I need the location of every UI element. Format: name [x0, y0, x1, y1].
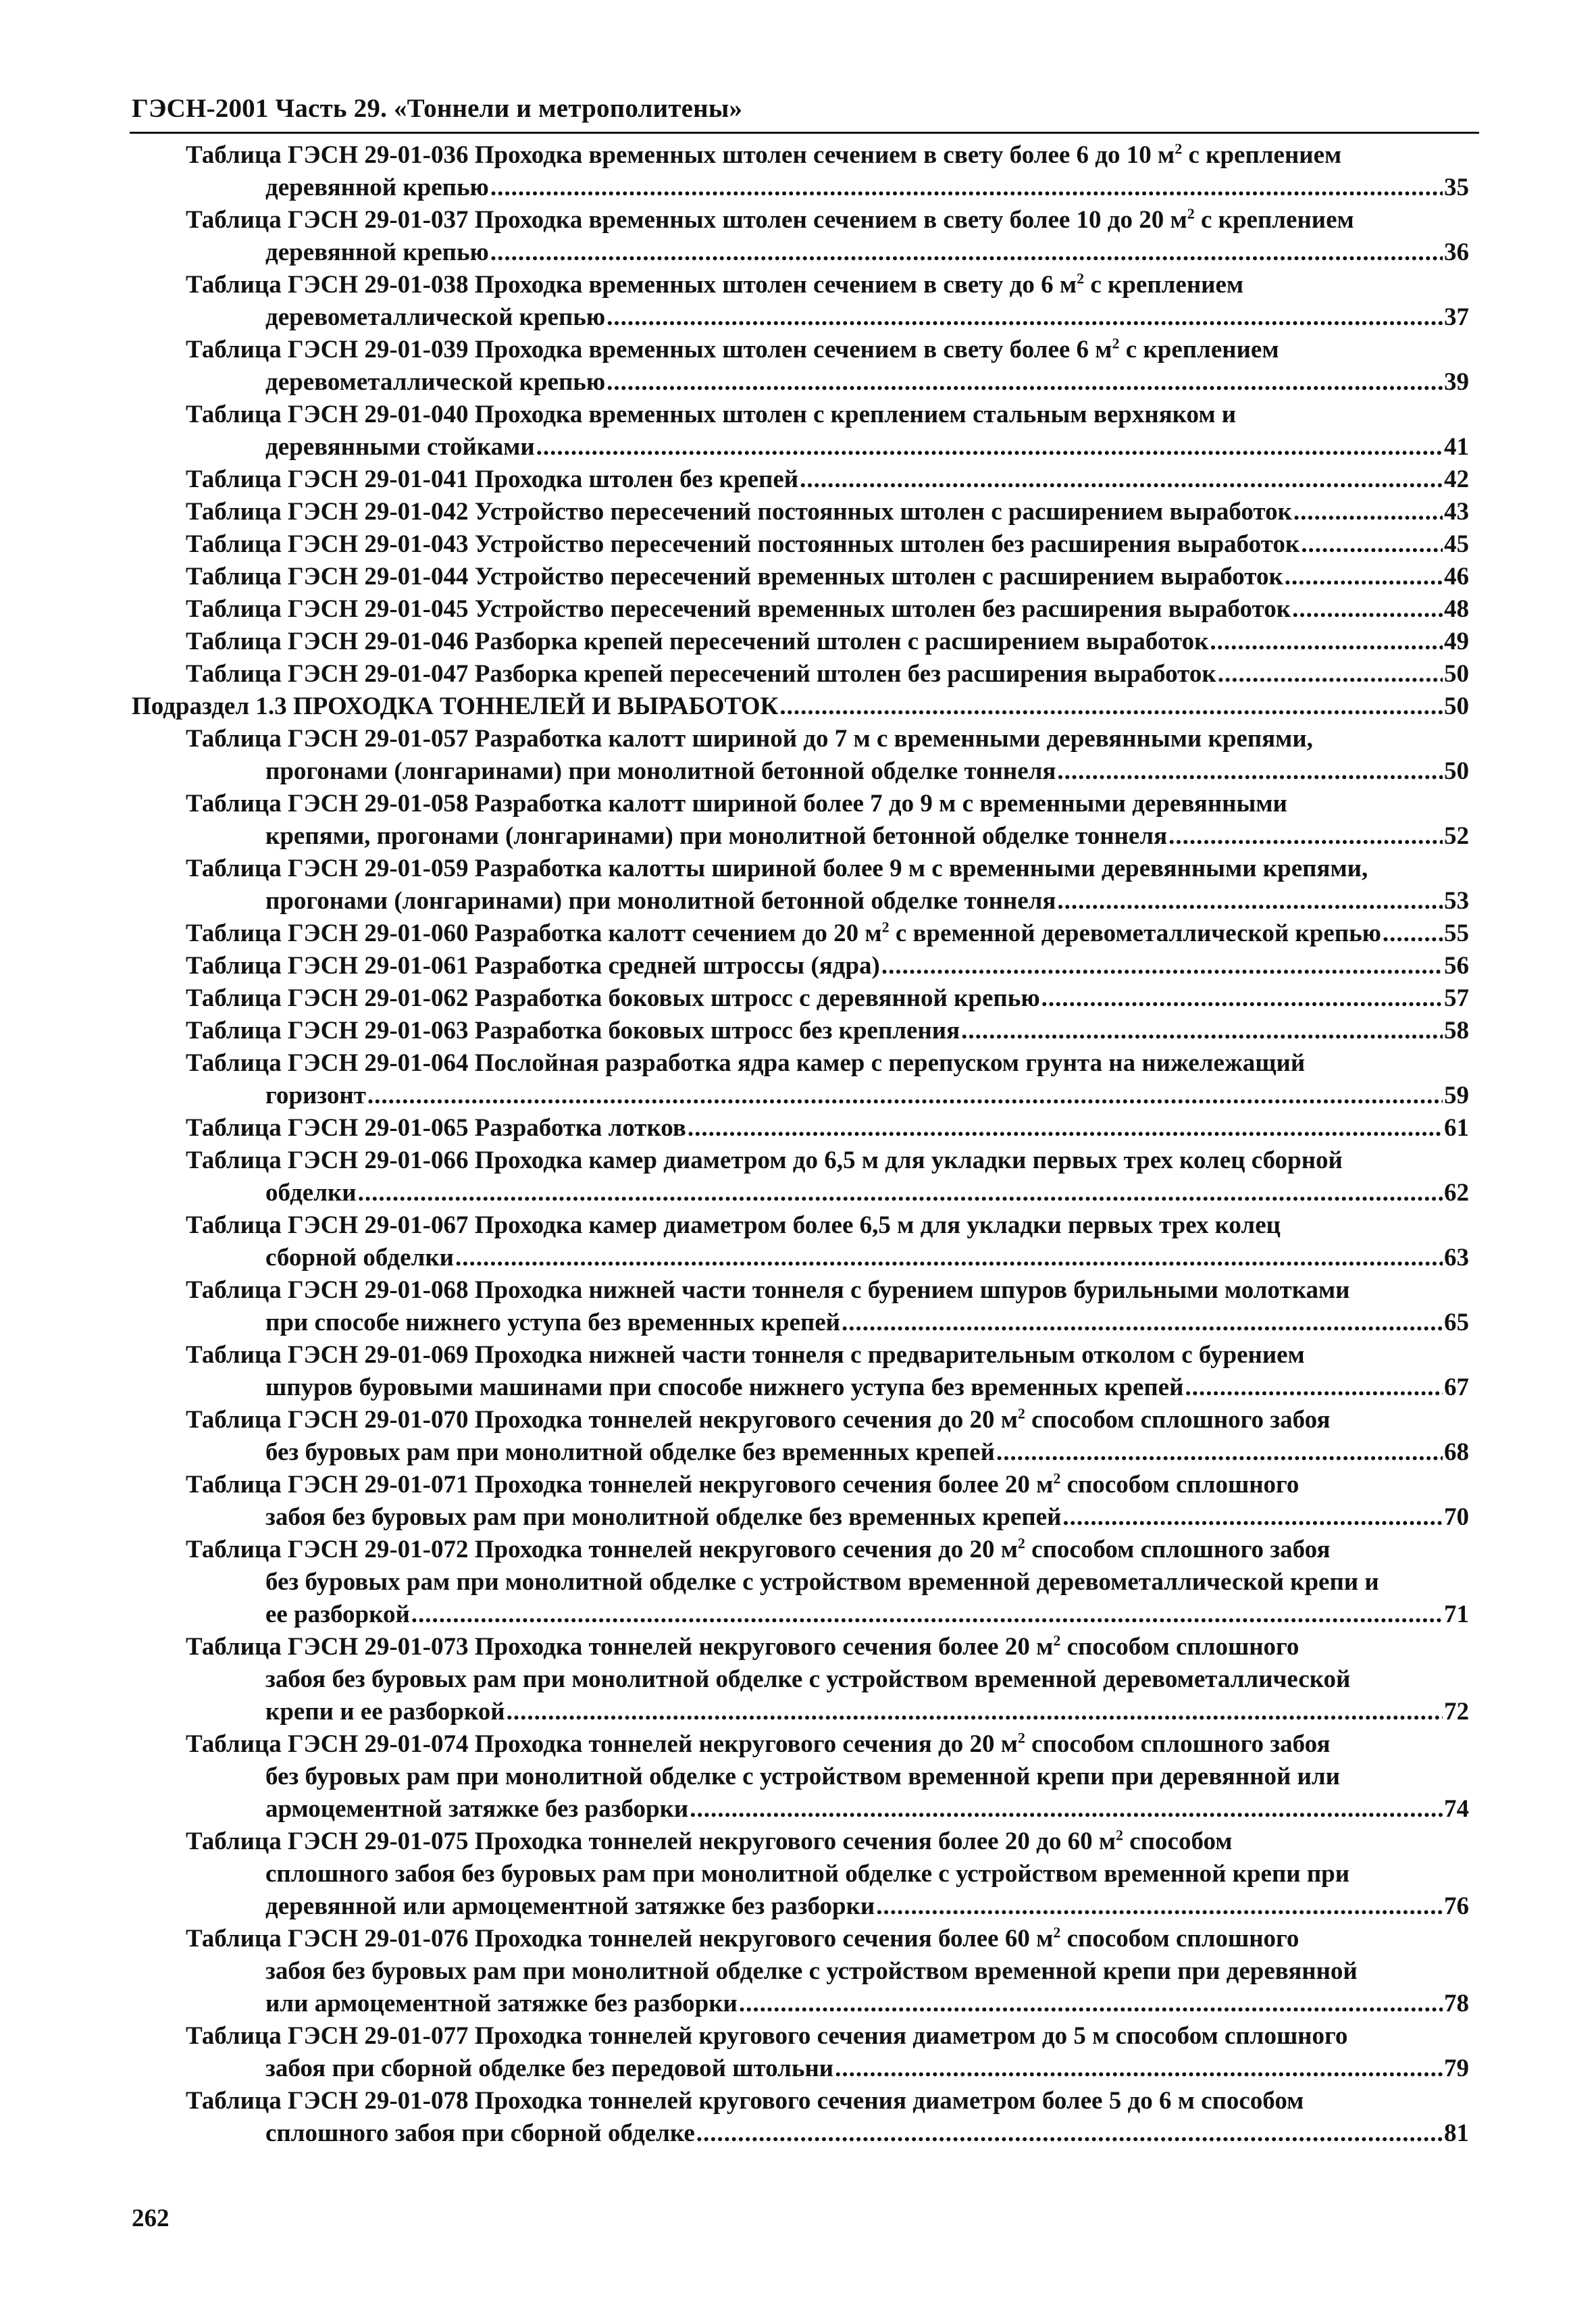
toc-entry: [0, 658, 1596, 690]
toc-entry-text: деревянными стойками: [265, 433, 535, 461]
toc-page-number: 36: [1444, 238, 1469, 266]
toc-entry-text: Таблица ГЭСН 29-01-059 Разработка калотты шириной более 9 м с временными деревянными крепями,: [186, 855, 1368, 882]
dot-leader: [490, 236, 1443, 269]
toc-page-number: 63: [1444, 1244, 1469, 1272]
dot-leader: [607, 301, 1443, 334]
toc-entry: [0, 982, 1596, 1015]
toc-entry: [0, 1047, 1596, 1112]
toc-page-number: 74: [1444, 1795, 1469, 1823]
toc-entry-text: Таблица ГЭСН 29-01-039 Проходка временных штолен сечением в свету более 6 $м^2$ с креплением: [186, 334, 1279, 363]
toc-page-number: 65: [1444, 1309, 1469, 1336]
toc-entry-text: забоя без буровых рам при монолитной обделке с устройством временной деревометаллической: [265, 1665, 1351, 1693]
toc-entry-text: Таблица ГЭСН 29-01-046 Разборка крепей пересечений штолен с расширением выработок: [186, 628, 1209, 655]
toc-entry-text: без буровых рам при монолитной обделке с устройством временной крепи при деревянной или: [265, 1763, 1340, 1790]
toc-entry-text: Таблица ГЭСН 29-01-074 Проходка тоннелей некругового сечения до 20 $м^2$ способом сплошного забоя: [186, 1729, 1331, 1758]
dot-leader: [1301, 528, 1443, 561]
toc-entry: [0, 561, 1596, 593]
toc-page-number: 57: [1444, 984, 1469, 1012]
toc-entry-text: горизонт: [265, 1082, 366, 1109]
toc-entry: [0, 463, 1596, 496]
toc-entry: [0, 1112, 1596, 1145]
toc-entry-text: Таблица ГЭСН 29-01-062 Разработка боковых штросс с деревянной крепью: [186, 984, 1040, 1012]
dot-leader: [1168, 820, 1443, 853]
toc-entry: [0, 1923, 1596, 2020]
toc-entry-text: забоя без буровых рам при монолитной обделке без временных крепей: [265, 1503, 1062, 1531]
toc-page-number: 50: [1444, 693, 1469, 720]
toc-page-number: 61: [1444, 1114, 1469, 1142]
toc-entry-text: сплошного забоя при сборной обделке: [265, 2119, 695, 2147]
toc-entry-text: прогонами (лонгаринами) при монолитной бетонной обделке тоннеля: [265, 757, 1056, 785]
dot-leader: [607, 366, 1443, 399]
toc-entry-text: Таблица ГЭСН 29-01-060 Разработка калотт сечением до 20 $м^2$ с временной деревометаллической крепью: [186, 918, 1381, 947]
toc-entry: [0, 1826, 1596, 1923]
toc-entry-text: при способе нижнего уступа без временных крепей: [265, 1309, 840, 1336]
dot-leader: [536, 431, 1443, 463]
toc-entry: [0, 1404, 1596, 1469]
toc-page-number: 56: [1444, 952, 1469, 980]
toc-entry-text: Таблица ГЭСН 29-01-043 Устройство пересечений постоянных штолен без расширения выработок: [186, 530, 1300, 558]
header-rule: [130, 132, 1479, 134]
toc-entry-text: без буровых рам при монолитной обделке без временных крепей: [265, 1438, 995, 1466]
toc-entry-text: Таблица ГЭСН 29-01-078 Проходка тоннелей кругового сечения диаметром более 5 до 6 м способом: [186, 2087, 1304, 2115]
toc-entry: [0, 139, 1596, 204]
toc-entry: [0, 1534, 1596, 1631]
toc-entry: [0, 950, 1596, 982]
toc-entry: [0, 496, 1596, 528]
toc-entry-text: Таблица ГЭСН 29-01-041 Проходка штолен без крепей: [186, 466, 799, 493]
toc-entry: [0, 1339, 1596, 1404]
toc-page-number: 49: [1444, 628, 1469, 655]
dot-leader: [1292, 593, 1443, 626]
toc-entry-text: Таблица ГЭСН 29-01-066 Проходка камер диаметром до 6,5 м для укладки первых трех колец сборной: [186, 1147, 1343, 1174]
toc-page-number: 76: [1444, 1892, 1469, 1920]
toc-entry: [0, 626, 1596, 658]
toc-entry-text: Таблица ГЭСН 29-01-068 Проходка нижней части тоннеля с бурением шпуров бурильными молотками: [186, 1276, 1350, 1304]
dot-leader: [1285, 561, 1443, 593]
toc-page-number: 48: [1444, 595, 1469, 623]
toc-entry: [0, 269, 1596, 334]
toc-entry: [0, 1274, 1596, 1339]
dot-leader: [842, 1307, 1443, 1339]
toc-page-number: 45: [1444, 530, 1469, 558]
toc-entry: [0, 204, 1596, 269]
toc-entry: [0, 1728, 1596, 1826]
toc-entry-text: забоя без буровых рам при монолитной обделке с устройством временной крепи при деревянной: [265, 1957, 1358, 1985]
toc-entry: [0, 723, 1596, 788]
toc-entry-text: Таблица ГЭСН 29-01-073 Проходка тоннелей некругового сечения более 20 $м^2$ способом сплошного: [186, 1632, 1299, 1661]
toc-page-number: 52: [1444, 822, 1469, 850]
toc-entry-text: деревянной крепью: [265, 238, 489, 266]
toc-entry-text: деревометаллической крепью: [265, 368, 606, 396]
toc-subsection: [0, 690, 1596, 723]
toc-entry: [0, 528, 1596, 561]
toc-entry-text: крепи и ее разборкой: [265, 1698, 505, 1726]
toc-page-number: 53: [1444, 887, 1469, 915]
toc-entry-text: Таблица ГЭСН 29-01-047 Разборка крепей пересечений штолен без расширения выработок: [186, 660, 1216, 688]
toc-entry: [0, 788, 1596, 853]
toc-entry: [0, 1469, 1596, 1534]
toc-entry-text: забоя при сборной обделке без передовой штольни: [265, 2055, 834, 2082]
toc-entry-text: Таблица ГЭСН 29-01-076 Проходка тоннелей некругового сечения более 60 $м^2$ способом сплошного: [186, 1923, 1299, 1953]
toc-entry-text: Таблица ГЭСН 29-01-072 Проходка тоннелей некругового сечения до 20 $м^2$ способом сплошного забоя: [186, 1534, 1331, 1563]
dot-leader: [1041, 982, 1443, 1015]
toc-entry-text: сплошного забоя без буровых рам при монолитной обделке с устройством временной крепи при: [265, 1860, 1350, 1888]
toc-entry-text: прогонами (лонгаринами) при монолитной бетонной обделке тоннеля: [265, 887, 1056, 915]
toc-entry: [0, 593, 1596, 626]
toc-entry: [0, 917, 1596, 950]
toc-entry-text: сборной обделки: [265, 1244, 454, 1272]
dot-leader: [367, 1080, 1443, 1112]
toc-entry: [0, 2085, 1596, 2150]
dot-leader: [358, 1177, 1443, 1209]
toc-entry-text: без буровых рам при монолитной обделке с устройством временной деревометаллической крепи и: [265, 1568, 1379, 1596]
toc-entry-text: армоцементной затяжке без разборки: [265, 1795, 689, 1823]
toc-entry: [0, 2020, 1596, 2085]
dot-leader: [739, 1988, 1443, 2020]
toc-entry-text: Таблица ГЭСН 29-01-069 Проходка нижней части тоннеля с предварительным отколом с бурением: [186, 1341, 1305, 1369]
toc-entry-text: Таблица ГЭСН 29-01-036 Проходка временных штолен сечением в свету более 6 до 10 $м^2$ с креплением: [186, 140, 1342, 169]
dot-leader: [1218, 658, 1443, 690]
toc-entry-text: Таблица ГЭСН 29-01-044 Устройство пересечений временных штолен с расширением выработок: [186, 563, 1283, 590]
toc-entry-text: деревянной крепью: [265, 174, 489, 201]
toc-page-number: 68: [1444, 1438, 1469, 1466]
dot-leader: [688, 1112, 1443, 1145]
toc-entry-text: ее разборкой: [265, 1601, 410, 1628]
toc-page-number: 50: [1444, 660, 1469, 688]
toc-entry-text: Таблица ГЭСН 29-01-077 Проходка тоннелей кругового сечения диаметром до 5 м способом сплошного: [186, 2022, 1348, 2050]
dot-leader: [1210, 626, 1443, 658]
toc-page-number: 35: [1444, 174, 1469, 201]
page-number: 262: [132, 2205, 170, 2232]
dot-leader: [507, 1696, 1443, 1728]
toc-entry-text: Таблица ГЭСН 29-01-061 Разработка средней штроссы (ядра): [186, 952, 880, 980]
toc-entry-text: крепями, прогонами (лонгаринами) при монолитной бетонной обделке тоннеля: [265, 822, 1168, 850]
toc-entry: [0, 1145, 1596, 1209]
dot-leader: [881, 950, 1443, 982]
toc-entry: [0, 334, 1596, 399]
toc-entry-text: Таблица ГЭСН 29-01-042 Устройство пересечений постоянных штолен с расширением выработок: [186, 498, 1292, 526]
toc-entry-text: Таблица ГЭСН 29-01-040 Проходка временных штолен с креплением стальным верхняком и: [186, 401, 1237, 428]
running-header: ГЭСН-2001 Часть 29. «Тоннели и метрополитены»: [132, 94, 743, 123]
dot-leader: [876, 1890, 1443, 1923]
toc-entry-text: Таблица ГЭСН 29-01-057 Разработка калотт шириной до 7 м с временными деревянными крепями,: [186, 725, 1313, 753]
toc-entry-text: Таблица ГЭСН 29-01-038 Проходка временных штолен сечением в свету до 6 $м^2$ с креплением: [186, 270, 1244, 299]
toc-entry-text: деревометаллической крепью: [265, 303, 606, 331]
toc-page-number: 70: [1444, 1503, 1469, 1531]
toc-page-number: 79: [1444, 2055, 1469, 2082]
toc-page-number: 81: [1444, 2119, 1469, 2147]
toc-entry: [0, 1631, 1596, 1728]
toc-page-number: 42: [1444, 466, 1469, 493]
toc-entry-text: Таблица ГЭСН 29-01-045 Устройство пересечений временных штолен без расширения выработок: [186, 595, 1291, 623]
dot-leader: [1293, 496, 1443, 528]
toc-page-number: 59: [1444, 1082, 1469, 1109]
dot-leader: [1383, 917, 1443, 950]
toc-entry: [0, 1015, 1596, 1047]
dot-leader: [961, 1015, 1443, 1047]
toc-page-number: 37: [1444, 303, 1469, 331]
toc-page-number: 43: [1444, 498, 1469, 526]
dot-leader: [835, 2053, 1443, 2085]
toc-page-number: 62: [1444, 1179, 1469, 1207]
toc-page-number: 58: [1444, 1017, 1469, 1045]
dot-leader: [690, 1793, 1443, 1826]
dot-leader: [490, 172, 1443, 204]
dot-leader: [1057, 755, 1443, 788]
toc-page-number: 78: [1444, 1990, 1469, 2017]
toc-entry-text: Таблица ГЭСН 29-01-064 Послойная разработка ядра камер с перепуском грунта на нижележащий: [186, 1049, 1306, 1077]
toc-entry-text: Таблица ГЭСН 29-01-067 Проходка камер диаметром более 6,5 м для укладки первых трех колец: [186, 1211, 1281, 1239]
toc-page-number: 41: [1444, 433, 1469, 461]
toc-entry-text: Таблица ГЭСН 29-01-058 Разработка калотт шириной более 7 до 9 м с временными деревянными: [186, 790, 1287, 818]
toc-entry-text: Таблица ГЭСН 29-01-075 Проходка тоннелей некругового сечения более 20 до 60 $м^2$ способом: [186, 1826, 1233, 1855]
dot-leader: [455, 1242, 1443, 1274]
toc-entry: [0, 853, 1596, 917]
dot-leader: [996, 1436, 1443, 1469]
toc-entry-text: Таблица ГЭСН 29-01-063 Разработка боковых штросс без крепления: [186, 1017, 960, 1045]
table-of-contents: [0, 139, 1596, 2150]
toc-page-number: 67: [1444, 1374, 1469, 1401]
dot-leader: [779, 690, 1443, 723]
toc-page-number: 50: [1444, 757, 1469, 785]
toc-entry-text: Таблица ГЭСН 29-01-071 Проходка тоннелей некругового сечения более 20 $м^2$ способом сплошного: [186, 1469, 1299, 1499]
toc-page-number: 71: [1444, 1601, 1469, 1628]
toc-entry-text: Таблица ГЭСН 29-01-070 Проходка тоннелей некругового сечения до 20 $м^2$ способом сплошного забоя: [186, 1405, 1331, 1434]
toc-entry-text: Подраздел 1.3 ПРОХОДКА ТОННЕЛЕЙ И ВЫРАБОТОК: [132, 693, 779, 720]
toc-entry: [0, 1209, 1596, 1274]
toc-entry-text: обделки: [265, 1179, 357, 1207]
toc-page-number: 55: [1444, 920, 1469, 947]
dot-leader: [696, 2117, 1443, 2150]
dot-leader: [1057, 885, 1443, 917]
toc-entry-text: шпуров буровыми машинами при способе нижнего уступа без временных крепей: [265, 1374, 1184, 1401]
toc-entry: [0, 399, 1596, 463]
toc-entry-text: или армоцементной затяжке без разборки: [265, 1990, 738, 2017]
dot-leader: [800, 463, 1443, 496]
toc-entry-text: Таблица ГЭСН 29-01-065 Разработка лотков: [186, 1114, 686, 1142]
toc-entry-text: деревянной или армоцементной затяжке без разборки: [265, 1892, 875, 1920]
toc-page-number: 39: [1444, 368, 1469, 396]
toc-page-number: 72: [1444, 1698, 1469, 1726]
dot-leader: [1185, 1372, 1443, 1404]
toc-entry-text: Таблица ГЭСН 29-01-037 Проходка временных штолен сечением в свету более 10 до 20 $м^2$ с креплением: [186, 205, 1354, 234]
dot-leader: [1062, 1501, 1443, 1534]
toc-page-number: 46: [1444, 563, 1469, 590]
dot-leader: [411, 1599, 1443, 1631]
